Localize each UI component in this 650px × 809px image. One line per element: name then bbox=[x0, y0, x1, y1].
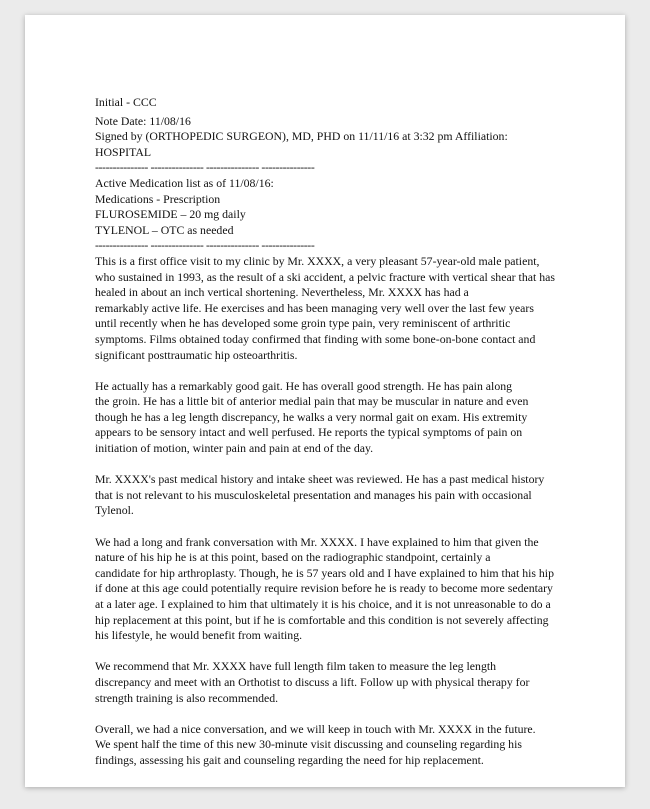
paragraph-line: nature of his hip he is at this point, based on the radiographic standpoint, certainly a bbox=[95, 550, 491, 565]
paragraph-line: significant posttraumatic hip osteoarthritis. bbox=[95, 347, 298, 362]
signed-by-line-1: Signed by (ORTHOPEDIC SURGEON), MD, PHD on 11/11/16 at 3:32 pm Affiliation: bbox=[95, 129, 508, 144]
paragraph-summary bbox=[95, 722, 565, 769]
document-title: Initial - CCC bbox=[95, 95, 157, 109]
paragraph-line: candidate for hip arthroplasty. Though, he is 57 years old and I have explained to him that his hip bbox=[95, 565, 554, 580]
medication-list-subheading: Medications - Prescription bbox=[95, 191, 221, 206]
paragraph-line: healed in about an inch vertical shortening. Nevertheless, Mr. XXXX has had a bbox=[95, 285, 469, 300]
document-body bbox=[95, 95, 565, 769]
paragraph-line: We had a long and frank conversation with Mr. XXXX. I have explained to him that given the bbox=[95, 534, 539, 549]
separator-top: --------------- --------------- --------------- --------------- bbox=[95, 160, 315, 175]
medication-item: TYLENOL – OTC as needed bbox=[95, 222, 234, 237]
paragraph-line: hip replacement at this point, but if he is comfortable and this condition is not severely affecting bbox=[95, 612, 549, 627]
paragraph-line: He actually has a remarkably good gait. He has overall good strength. He has pain along bbox=[95, 378, 513, 393]
medication-list-heading: Active Medication list as of 11/08/16: bbox=[95, 175, 274, 190]
paragraph-line: until recently when he has developed some groin type pain, very reminiscent of arthritic bbox=[95, 316, 511, 331]
paragraph-line: though he has a leg length discrepancy, he walks a very normal gait on exam. His extremity bbox=[95, 409, 528, 424]
paragraph-line: who sustained in 1993, as the result of a ski accident, a pelvic fracture with vertical shear that has bbox=[95, 269, 555, 284]
paragraph-line: Tylenol. bbox=[95, 503, 134, 518]
paragraph-line: We spent half the time of this new 30-minute visit discussing and counseling regarding his bbox=[95, 737, 522, 752]
paragraph-line: findings, assessing his gait and counseling regarding the need for hip replacement. bbox=[95, 752, 484, 767]
paragraph-line: Mr. XXXX's past medical history and intake sheet was reviewed. He has a past medical history bbox=[95, 472, 545, 487]
paragraph-history bbox=[95, 254, 565, 363]
paragraph-line: strength training is also recommended. bbox=[95, 690, 279, 705]
paragraph-line: Overall, we had a nice conversation, and we will keep in touch with Mr. XXXX in the future. bbox=[95, 721, 536, 736]
document-page bbox=[25, 15, 625, 787]
paragraph-line: symptoms. Films obtained today confirmed that finding with some bone-on-bone contact and bbox=[95, 331, 536, 346]
paragraph-line: We recommend that Mr. XXXX have full length film taken to measure the leg length bbox=[95, 659, 497, 674]
signed-by-line-2: HOSPITAL bbox=[95, 144, 152, 159]
paragraph-line: appears to be sensory intact and well perfused. He reports the typical symptoms of pain on bbox=[95, 425, 523, 440]
paragraph-discussion bbox=[95, 535, 565, 644]
separator-bottom: --------------- --------------- --------------- --------------- bbox=[95, 238, 315, 253]
paragraph-line: if done at this age could potentially require revision before he is ready to become more sedentary bbox=[95, 581, 553, 596]
paragraph-line: remarkably active life. He exercises and has been managing very well over the last few years bbox=[95, 300, 534, 315]
note-date: Note Date: 11/08/16 bbox=[95, 113, 191, 128]
paragraph-line: at a later age. I explained to him that ultimately it is his choice, and it is not unreasonable to do a bbox=[95, 597, 551, 611]
paragraph-line: discrepancy and meet with an Orthotist to discuss a lift. Follow up with physical therapy for bbox=[95, 674, 530, 689]
medication-item: FLUROSEMIDE – 20 mg daily bbox=[95, 207, 246, 222]
paragraph-recommendation bbox=[95, 659, 565, 706]
paragraph-line: the groin. He has a little bit of anterior medial pain that may be muscular in nature and even bbox=[95, 394, 529, 409]
paragraph-line: that is not relevant to his musculoskeletal presentation and manages his pain with occasional bbox=[95, 487, 532, 502]
paragraph-exam bbox=[95, 379, 565, 457]
paragraph-medical-history bbox=[95, 472, 565, 519]
paragraph-line: initiation of motion, winter pain and pain at end of the day. bbox=[95, 441, 374, 456]
paragraph-line: his lifestyle, he would benefit from waiting. bbox=[95, 628, 303, 643]
paragraph-line: This is a first office visit to my clinic by Mr. XXXX, a very pleasant 57-year-old male patient, bbox=[95, 253, 540, 268]
